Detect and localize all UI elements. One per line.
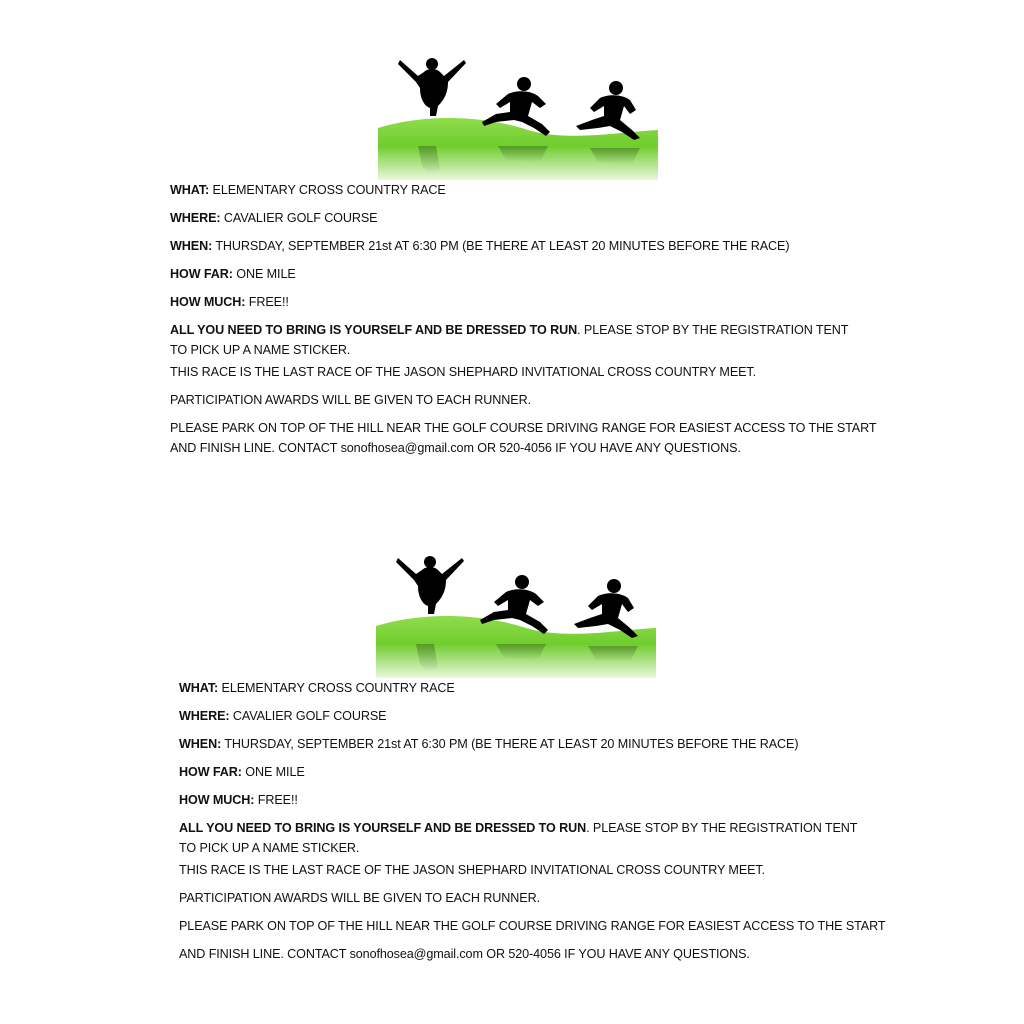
where-value: CAVALIER GOLF COURSE [220, 211, 378, 225]
howmuch-value: FREE!! [245, 295, 289, 309]
howmuch-value: FREE!! [254, 793, 298, 807]
flyer-bottom [179, 548, 886, 972]
howmuch-line [179, 790, 859, 810]
howfar-label: HOW FAR: [179, 765, 242, 779]
bring-paragraph [170, 320, 850, 360]
bring-bold: ALL YOU NEED TO BRING IS YOURSELF AND BE DRESSED TO RUN [179, 821, 587, 835]
howfar-label: HOW FAR: [170, 267, 233, 281]
when-label: WHEN: [179, 737, 222, 751]
where-label: WHERE: [170, 211, 221, 225]
what-label: WHAT: [170, 183, 210, 197]
what-line [170, 180, 850, 200]
what-line [179, 678, 859, 698]
howmuch-label: HOW MUCH: [179, 793, 255, 807]
bring-rest: . PLEASE STOP BY THE REGISTRATION TENT TO PICK UP A NAME STICKER. [179, 821, 858, 855]
howmuch-line [170, 292, 850, 312]
flyer-details [170, 180, 877, 458]
howfar-value: ONE MILE [241, 765, 305, 779]
what-label: WHAT: [179, 681, 219, 695]
howmuch-label: HOW MUCH: [170, 295, 246, 309]
when-line [179, 734, 859, 754]
awards-line: PARTICIPATION AWARDS WILL BE GIVEN TO EACH RUNNER. [170, 393, 531, 407]
howfar-line [170, 264, 850, 284]
where-value: CAVALIER GOLF COURSE [229, 709, 387, 723]
park-line-1: PLEASE PARK ON TOP OF THE HILL NEAR THE GOLF COURSE DRIVING RANGE FOR EASIEST ACCESS TO THE START [170, 421, 877, 435]
last-race-line: THIS RACE IS THE LAST RACE OF THE JASON SHEPHARD INVITATIONAL CROSS COUNTRY MEET. [170, 365, 757, 379]
when-value: THURSDAY, SEPTEMBER 21st AT 6:30 PM (BE THERE AT LEAST 20 MINUTES BEFORE THE RACE) [221, 737, 799, 751]
bring-rest: . PLEASE STOP BY THE REGISTRATION TENT TO PICK UP A NAME STICKER. [170, 323, 849, 357]
when-label: WHEN: [170, 239, 213, 253]
where-label: WHERE: [179, 709, 230, 723]
what-value: ELEMENTARY CROSS COUNTRY RACE [209, 183, 446, 197]
park-line-1: PLEASE PARK ON TOP OF THE HILL NEAR THE GOLF COURSE DRIVING RANGE FOR EASIEST ACCESS TO THE START [179, 919, 886, 933]
howfar-value: ONE MILE [232, 267, 296, 281]
park-line-2: AND FINISH LINE. CONTACT sonofhosea@gmail.com OR 520-4056 IF YOU HAVE ANY QUESTIONS. [179, 947, 750, 961]
bring-paragraph [179, 818, 859, 858]
howfar-line [179, 762, 859, 782]
park-line-2: AND FINISH LINE. CONTACT sonofhosea@gmail.com OR 520-4056 IF YOU HAVE ANY QUESTIONS. [170, 441, 741, 455]
flyer-top [170, 50, 877, 466]
where-line [179, 706, 859, 726]
last-race-line: THIS RACE IS THE LAST RACE OF THE JASON SHEPHARD INVITATIONAL CROSS COUNTRY MEET. [179, 863, 766, 877]
bring-bold: ALL YOU NEED TO BRING IS YOURSELF AND BE DRESSED TO RUN [170, 323, 578, 337]
runners-silhouette-icon [378, 50, 658, 180]
when-line [170, 236, 850, 256]
runners-silhouette-icon [376, 548, 656, 678]
where-line [170, 208, 850, 228]
awards-line: PARTICIPATION AWARDS WILL BE GIVEN TO EACH RUNNER. [179, 891, 540, 905]
what-value: ELEMENTARY CROSS COUNTRY RACE [218, 681, 455, 695]
flyer-details [179, 678, 886, 964]
when-value: THURSDAY, SEPTEMBER 21st AT 6:30 PM (BE THERE AT LEAST 20 MINUTES BEFORE THE RACE) [212, 239, 790, 253]
